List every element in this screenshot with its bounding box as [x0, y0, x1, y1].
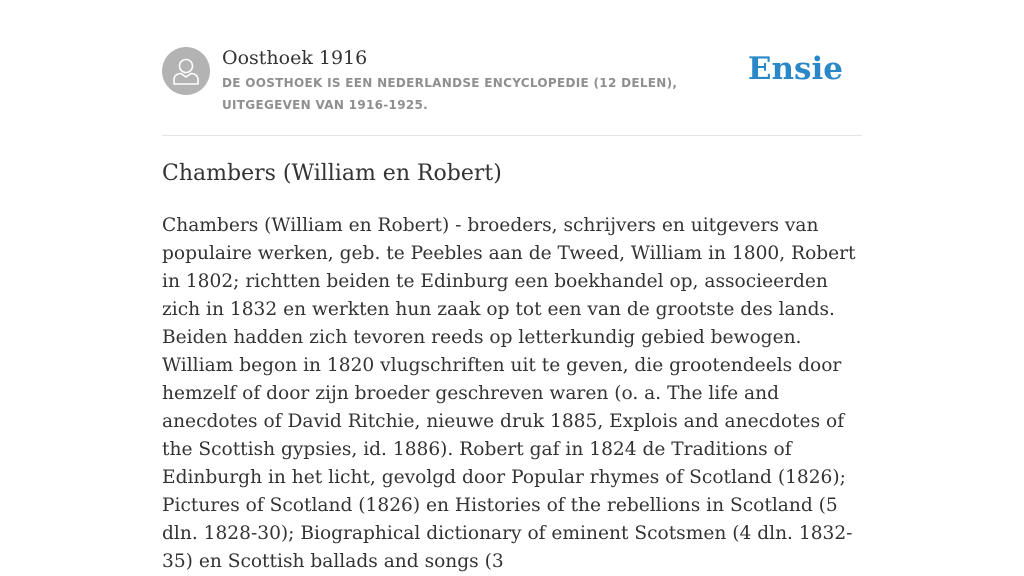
user-silhouette-icon	[162, 47, 210, 95]
source-title[interactable]: Oosthoek 1916	[222, 47, 368, 69]
article-title: Chambers (William en Robert)	[162, 161, 502, 186]
article-body: Chambers (William en Robert) - broeders, schrijvers en uitgevers van populaire werken, geb. te Peebles aan de Tweed, William in 1800, Robert in 1802; richtten beiden te Edinburg een boekhandel op, associeerden zich in 1832 en werkten hun zaak op tot een van de grootste des lands. Beiden hadden zich tevoren reeds op letterkundig gebied bewogen. William begon in 1820 vlugschriften uit te geven, die grootendeels door hemzelf of door zijn broeder geschreven waren (o. a. The life and anecdotes of David Ritchie, nieuwe druk 1885, Explois and anecdotes of the Scottish gypsies, id. 1886). Robert gaf in 1824 de Traditions of Edinburgh in het licht, gevolgd door Popular rhymes of Scotland (1826); Pictures of Scotland (1826) en Histories of the rebellions in Scotland (5 dln. 1828-30); Biographical dictionary of eminent Scotsmen (4 dln. 1832-35) en Scottish ballads and songs (3	[162, 215, 856, 572]
ensie-logo[interactable]: Ensie	[747, 51, 843, 87]
source-description: DE OOSTHOEK IS EEN NEDERLANDSE ENCYCLOPEDIE (12 DELEN), UITGEGEVEN VAN 1916-1925.	[222, 76, 678, 112]
source-header	[162, 44, 862, 136]
